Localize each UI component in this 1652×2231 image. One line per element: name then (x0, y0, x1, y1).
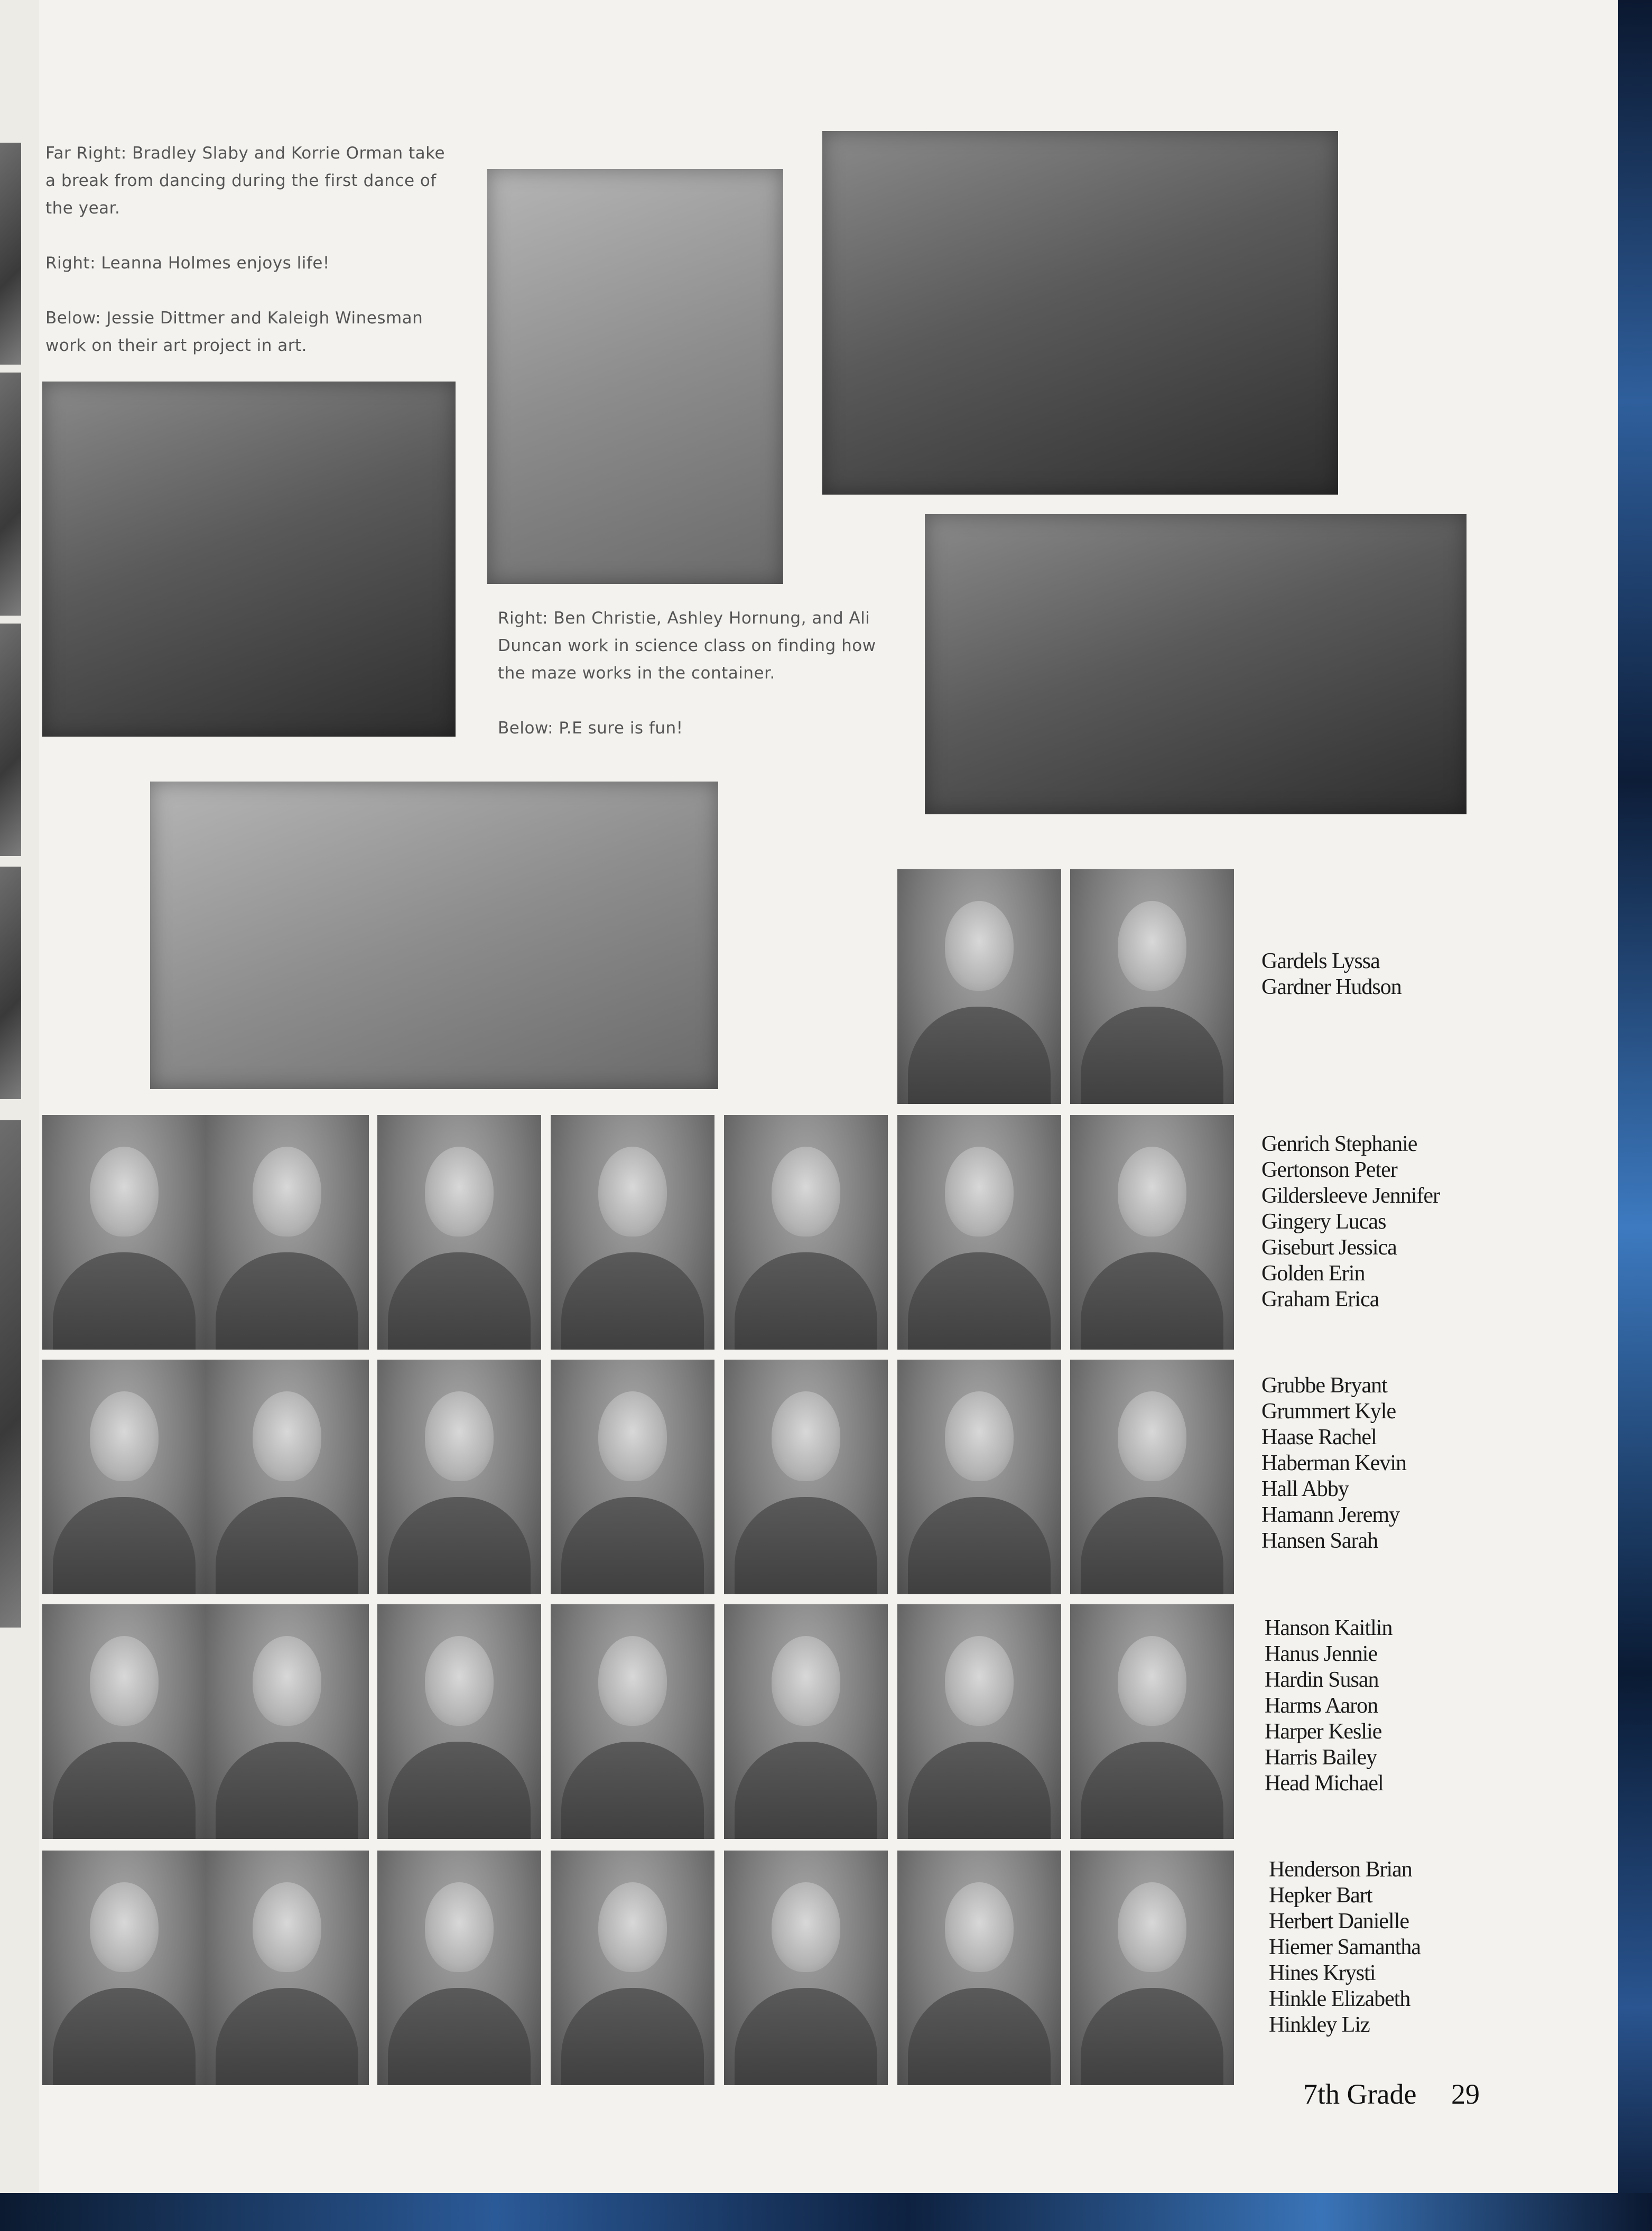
student-portrait (1070, 1115, 1234, 1350)
student-portrait (377, 1360, 541, 1594)
student-portrait (724, 1604, 888, 1839)
caption-below-pe: Below: P.E sure is fun! (498, 719, 683, 738)
student-portrait (1070, 1851, 1234, 2085)
student-name: Henderson Brian (1269, 1857, 1412, 1882)
student-portrait (551, 1360, 714, 1594)
student-name: Grummert Kyle (1261, 1399, 1396, 1424)
student-portrait (724, 1851, 888, 2085)
student-name: Gildersleeve Jennifer (1261, 1184, 1440, 1208)
student-name: Golden Erin (1261, 1261, 1365, 1286)
student-name: Graham Erica (1261, 1287, 1379, 1312)
student-name: Head Michael (1265, 1771, 1384, 1796)
student-portrait (551, 1115, 714, 1350)
student-portrait (897, 1851, 1061, 2085)
facing-page-strip (0, 0, 39, 2193)
facing-page-photo (0, 373, 21, 616)
dance-photo (822, 131, 1338, 495)
student-name: Haberman Kevin (1261, 1451, 1407, 1475)
name-list-row-4 (1265, 1615, 1392, 1797)
student-portrait (897, 1115, 1061, 1350)
student-name: Hamann Jeremy (1261, 1503, 1400, 1527)
facing-page-photo (0, 624, 21, 856)
student-portrait (1070, 869, 1234, 1104)
student-name: Harper Keslie (1265, 1719, 1382, 1744)
student-name: Hines Krysti (1269, 1961, 1376, 1985)
section-title: 7th Grade (1303, 2078, 1417, 2110)
caption-far-right: Far Right: Bradley Slaby and Korrie Orman take a break from dancing during the first dance of the year. (45, 144, 446, 218)
page-number: 29 (1451, 2078, 1480, 2110)
name-list-row-2 (1261, 1131, 1440, 1313)
caption-right-science: Right: Ben Christie, Ashley Hornung, and Ali Duncan work in science class on finding how the maze works in the container. (498, 609, 876, 683)
leanna-holmes-photo (487, 169, 783, 584)
student-portrait (1070, 1360, 1234, 1594)
student-portrait (42, 1360, 206, 1594)
student-portrait (205, 1604, 369, 1839)
facing-page-photo (0, 867, 21, 1099)
student-name: Hanus Jennie (1265, 1642, 1378, 1666)
student-portrait (551, 1851, 714, 2085)
student-name: Hepker Bart (1269, 1883, 1372, 1908)
student-portrait (377, 1115, 541, 1350)
art-class-photo (42, 382, 456, 737)
student-name: Hiemer Samantha (1269, 1935, 1421, 1959)
student-name: Gingery Lucas (1261, 1210, 1386, 1234)
student-name: Hall Abby (1261, 1477, 1349, 1501)
science-class-photo (925, 514, 1467, 814)
caption-below: Below: Jessie Dittmer and Kaleigh Winesman work on their art project in art. (45, 309, 423, 355)
captions-upper-left (45, 140, 458, 359)
name-list-row-5 (1269, 1857, 1421, 2038)
student-portrait (551, 1604, 714, 1839)
student-name: Harms Aaron (1265, 1694, 1378, 1718)
student-name: Herbert Danielle (1269, 1909, 1409, 1933)
student-name: Hansen Sarah (1261, 1529, 1378, 1553)
student-name: Genrich Stephanie (1261, 1132, 1417, 1156)
student-portrait (897, 1604, 1061, 1839)
name-list-row-1 (1261, 949, 1402, 1000)
pe-class-photo (150, 782, 718, 1089)
student-portrait (377, 1604, 541, 1839)
student-portrait (897, 869, 1061, 1104)
captions-center (498, 605, 899, 742)
name-list-row-3 (1261, 1373, 1406, 1554)
student-portrait (897, 1360, 1061, 1594)
student-name: Hanson Kaitlin (1265, 1616, 1393, 1640)
student-portrait (1070, 1604, 1234, 1839)
facing-page-photo (0, 143, 21, 365)
student-name: Gertonson Peter (1261, 1158, 1397, 1182)
student-name: Gardels Lyssa (1261, 949, 1380, 973)
student-portrait (42, 1115, 206, 1350)
caption-right: Right: Leanna Holmes enjoys life! (45, 254, 330, 273)
student-name: Haase Rachel (1261, 1425, 1377, 1449)
student-name: Harris Bailey (1265, 1745, 1377, 1770)
student-name: Giseburt Jessica (1261, 1235, 1397, 1260)
student-portrait (724, 1360, 888, 1594)
student-name: Hardin Susan (1265, 1668, 1379, 1692)
student-portrait (205, 1115, 369, 1350)
student-name: Hinkley Liz (1269, 2013, 1370, 2037)
student-portrait (724, 1115, 888, 1350)
page-edge-bottom (0, 2193, 1652, 2231)
student-portrait (42, 1604, 206, 1839)
student-portrait (205, 1851, 369, 2085)
page-edge-right (1618, 0, 1652, 2231)
student-name: Grubbe Bryant (1261, 1373, 1387, 1398)
facing-page-photo (0, 1120, 21, 1628)
student-portrait (42, 1851, 206, 2085)
student-name: Gardner Hudson (1261, 975, 1402, 999)
student-name: Hinkle Elizabeth (1269, 1987, 1410, 2011)
student-portrait (205, 1360, 369, 1594)
student-portrait (377, 1851, 541, 2085)
